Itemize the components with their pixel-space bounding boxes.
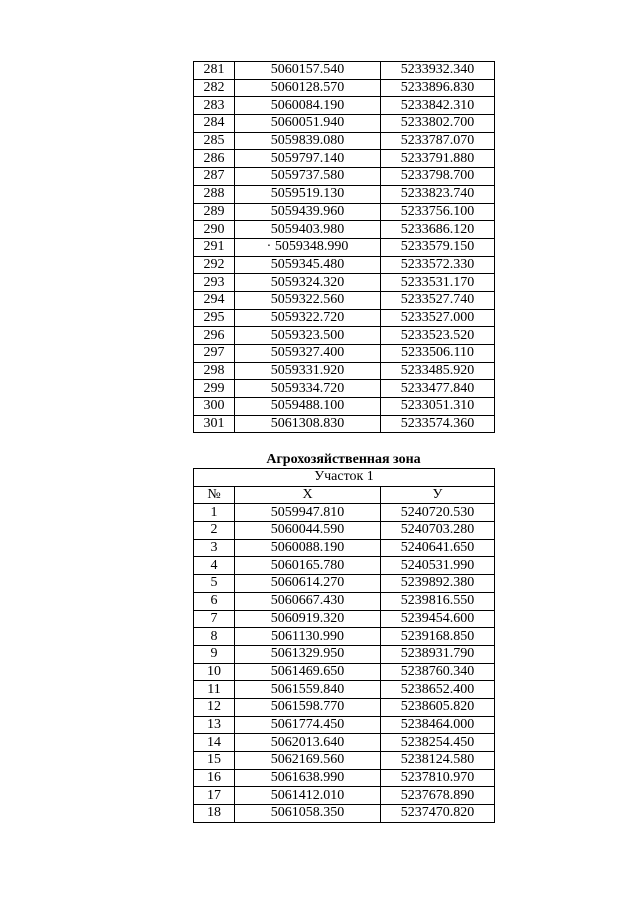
cell-y: 5233798.700 <box>381 168 495 186</box>
cell-y: 5238464.000 <box>381 716 495 734</box>
header-y: У <box>381 486 495 504</box>
cell-x: · 5059348.990 <box>235 238 381 256</box>
cell-number: 296 <box>194 327 235 345</box>
cell-x: 5061308.830 <box>235 415 381 433</box>
cell-y: 5233787.070 <box>381 132 495 150</box>
cell-number: 297 <box>194 345 235 363</box>
cell-x: 5059334.720 <box>235 380 381 398</box>
cell-number: 282 <box>194 79 235 97</box>
cell-number: 5 <box>194 575 235 593</box>
table-row <box>194 168 495 186</box>
cell-x: 5059345.480 <box>235 256 381 274</box>
cell-x: 5060919.320 <box>235 610 381 628</box>
cell-number: 294 <box>194 291 235 309</box>
cell-y: 5233527.000 <box>381 309 495 327</box>
zone-title: Агрохозяйственная зона <box>266 452 421 467</box>
cell-y: 5239816.550 <box>381 592 495 610</box>
table-row <box>194 362 495 380</box>
table-row <box>194 628 495 646</box>
cell-x: 5061469.650 <box>235 663 381 681</box>
cell-number: 15 <box>194 752 235 770</box>
cell-x: 5059797.140 <box>235 150 381 168</box>
cell-number: 9 <box>194 645 235 663</box>
cell-y: 5237678.890 <box>381 787 495 805</box>
cell-number: 12 <box>194 698 235 716</box>
cell-x: 5060614.270 <box>235 575 381 593</box>
cell-number: 292 <box>194 256 235 274</box>
agro-zone-coordinates-table-body <box>194 469 495 823</box>
cell-x: 5059947.810 <box>235 504 381 522</box>
cell-number: 289 <box>194 203 235 221</box>
cell-number: 14 <box>194 734 235 752</box>
header-row <box>194 486 495 504</box>
cell-number: 284 <box>194 115 235 133</box>
cell-number: 299 <box>194 380 235 398</box>
cell-number: 17 <box>194 787 235 805</box>
cell-x: 5059322.720 <box>235 309 381 327</box>
table-row <box>194 716 495 734</box>
table-row <box>194 539 495 557</box>
cell-y: 5233791.880 <box>381 150 495 168</box>
table-row <box>194 398 495 416</box>
table-row <box>194 557 495 575</box>
cell-y: 5233477.840 <box>381 380 495 398</box>
cell-number: 288 <box>194 185 235 203</box>
header-x: Х <box>235 486 381 504</box>
cell-y: 5233572.330 <box>381 256 495 274</box>
cell-y: 5237470.820 <box>381 805 495 823</box>
cell-number: 6 <box>194 592 235 610</box>
cell-number: 301 <box>194 415 235 433</box>
cell-y: 5240703.280 <box>381 522 495 540</box>
table-row <box>194 309 495 327</box>
cell-number: 285 <box>194 132 235 150</box>
cell-y: 5233842.310 <box>381 97 495 115</box>
table-row <box>194 592 495 610</box>
cell-number: 295 <box>194 309 235 327</box>
cell-x: 5059439.960 <box>235 203 381 221</box>
cell-number: 298 <box>194 362 235 380</box>
table-row <box>194 185 495 203</box>
cell-x: 5060088.190 <box>235 539 381 557</box>
cell-number: 287 <box>194 168 235 186</box>
cell-number: 8 <box>194 628 235 646</box>
table-row <box>194 238 495 256</box>
cell-x: 5061412.010 <box>235 787 381 805</box>
table-row <box>194 115 495 133</box>
cell-x: 5059839.080 <box>235 132 381 150</box>
cell-x: 5061774.450 <box>235 716 381 734</box>
cell-y: 5233574.360 <box>381 415 495 433</box>
cell-x: 5059324.320 <box>235 274 381 292</box>
cell-x: 5059322.560 <box>235 291 381 309</box>
cell-y: 5233802.700 <box>381 115 495 133</box>
table-row <box>194 504 495 522</box>
cell-number: 4 <box>194 557 235 575</box>
cell-x: 5060084.190 <box>235 97 381 115</box>
coordinates-table-continued-body <box>194 62 495 433</box>
cell-x: 5059331.920 <box>235 362 381 380</box>
cell-number: 286 <box>194 150 235 168</box>
table-row <box>194 150 495 168</box>
cell-y: 5240641.650 <box>381 539 495 557</box>
cell-number: 281 <box>194 62 235 80</box>
table-row <box>194 62 495 80</box>
table-row <box>194 203 495 221</box>
cell-y: 5233531.170 <box>381 274 495 292</box>
table-row <box>194 415 495 433</box>
cell-y: 5233506.110 <box>381 345 495 363</box>
cell-y: 5240720.530 <box>381 504 495 522</box>
cell-x: 5059327.400 <box>235 345 381 363</box>
cell-number: 2 <box>194 522 235 540</box>
cell-y: 5233579.150 <box>381 238 495 256</box>
cell-number: 291 <box>194 238 235 256</box>
cell-x: 5060667.430 <box>235 592 381 610</box>
cell-y: 5233485.920 <box>381 362 495 380</box>
cell-y: 5239454.600 <box>381 610 495 628</box>
cell-number: 293 <box>194 274 235 292</box>
cell-y: 5239892.380 <box>381 575 495 593</box>
table-row <box>194 805 495 823</box>
header-number: № <box>194 486 235 504</box>
table-row <box>194 291 495 309</box>
table-row <box>194 734 495 752</box>
cell-y: 5238760.340 <box>381 663 495 681</box>
table-row <box>194 787 495 805</box>
cell-number: 10 <box>194 663 235 681</box>
cell-x: 5059323.500 <box>235 327 381 345</box>
cell-y: 5233051.310 <box>381 398 495 416</box>
cell-y: 5239168.850 <box>381 628 495 646</box>
table-row <box>194 522 495 540</box>
table-row <box>194 380 495 398</box>
cell-number: 300 <box>194 398 235 416</box>
table-row <box>194 645 495 663</box>
table-row <box>194 681 495 699</box>
cell-x: 5059519.130 <box>235 185 381 203</box>
cell-number: 1 <box>194 504 235 522</box>
cell-x: 5059488.100 <box>235 398 381 416</box>
cell-x: 5061559.840 <box>235 681 381 699</box>
agro-zone-coordinates-table <box>193 468 495 823</box>
table-row <box>194 256 495 274</box>
cell-x: 5060157.540 <box>235 62 381 80</box>
table-row <box>194 345 495 363</box>
table-row <box>194 610 495 628</box>
table-row <box>194 327 495 345</box>
cell-y: 5240531.990 <box>381 557 495 575</box>
cell-y: 5238931.790 <box>381 645 495 663</box>
table-row <box>194 769 495 787</box>
table-row <box>194 698 495 716</box>
cell-y: 5233932.340 <box>381 62 495 80</box>
cell-x: 5060051.940 <box>235 115 381 133</box>
cell-y: 5233823.740 <box>381 185 495 203</box>
table-row <box>194 274 495 292</box>
table-row <box>194 663 495 681</box>
cell-y: 5233527.740 <box>381 291 495 309</box>
cell-y: 5237810.970 <box>381 769 495 787</box>
cell-x: 5061130.990 <box>235 628 381 646</box>
table-row <box>194 752 495 770</box>
table-row <box>194 79 495 97</box>
coordinates-table-continued <box>193 61 495 433</box>
cell-number: 7 <box>194 610 235 628</box>
table-row <box>194 97 495 115</box>
cell-number: 290 <box>194 221 235 239</box>
table-row <box>194 221 495 239</box>
cell-y: 5238652.400 <box>381 681 495 699</box>
cell-number: 3 <box>194 539 235 557</box>
table-row <box>194 132 495 150</box>
cell-number: 18 <box>194 805 235 823</box>
cell-number: 16 <box>194 769 235 787</box>
cell-y: 5238124.580 <box>381 752 495 770</box>
cell-y: 5233756.100 <box>381 203 495 221</box>
cell-x: 5062013.640 <box>235 734 381 752</box>
cell-x: 5061329.950 <box>235 645 381 663</box>
cell-x: 5059403.980 <box>235 221 381 239</box>
section-title: Участок 1 <box>194 469 495 487</box>
cell-x: 5062169.560 <box>235 752 381 770</box>
cell-x: 5059737.580 <box>235 168 381 186</box>
cell-x: 5060128.570 <box>235 79 381 97</box>
cell-y: 5233686.120 <box>381 221 495 239</box>
table-row <box>194 575 495 593</box>
cell-y: 5238254.450 <box>381 734 495 752</box>
cell-x: 5060165.780 <box>235 557 381 575</box>
cell-y: 5238605.820 <box>381 698 495 716</box>
cell-x: 5061638.990 <box>235 769 381 787</box>
cell-x: 5060044.590 <box>235 522 381 540</box>
cell-x: 5061598.770 <box>235 698 381 716</box>
cell-number: 283 <box>194 97 235 115</box>
cell-y: 5233896.830 <box>381 79 495 97</box>
section-row <box>194 469 495 487</box>
cell-number: 11 <box>194 681 235 699</box>
cell-y: 5233523.520 <box>381 327 495 345</box>
cell-x: 5061058.350 <box>235 805 381 823</box>
cell-number: 13 <box>194 716 235 734</box>
